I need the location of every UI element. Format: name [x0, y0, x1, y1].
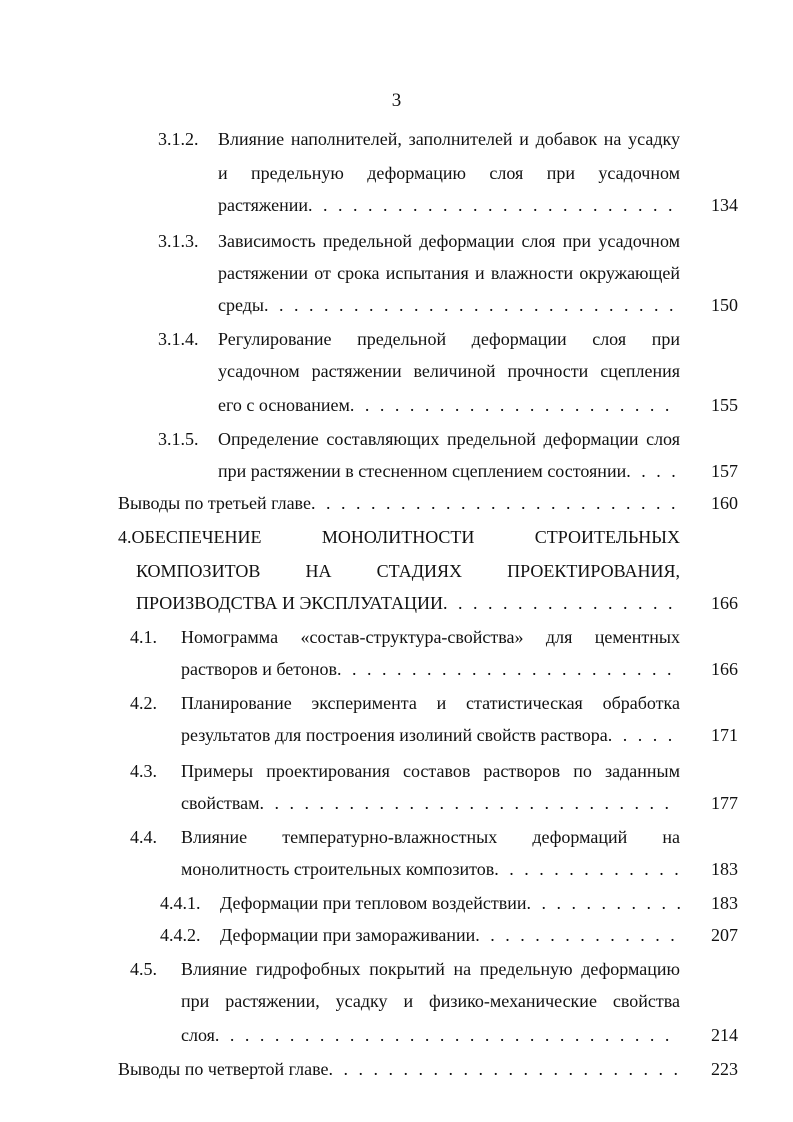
- toc-entry-number: 4.2.: [130, 693, 157, 713]
- dot-leader: [494, 856, 680, 882]
- toc-entry-text-line: Определение составляющих предельной деформации слоя: [218, 429, 680, 449]
- dot-leader: [350, 392, 680, 418]
- dot-leader: [311, 490, 680, 516]
- toc-entry-text-line: [181, 656, 680, 682]
- toc-entry-text-line: Регулирование предельной деформации слоя при: [218, 329, 680, 349]
- toc-entry-text-line: КОМПОЗИТОВ НА СТАДИЯХ ПРОЕКТИРОВАНИЯ,: [136, 561, 680, 581]
- toc-entry-number: 3.1.4.: [158, 329, 199, 349]
- toc-page-number: 214: [711, 1025, 738, 1045]
- toc-page-number: 157: [711, 461, 738, 481]
- toc-entry-text-line: [220, 890, 682, 916]
- toc-entry-text-line: Влияние температурно-влажностных деформаций на: [181, 827, 680, 847]
- toc-entry-text-line: и предельную деформацию слоя при усадочном: [218, 163, 680, 183]
- toc-entry-number: 3.1.5.: [158, 429, 199, 449]
- toc-entry-text: Деформации при замораживании: [220, 925, 476, 945]
- toc-entry-number: 4.3.: [130, 761, 157, 781]
- toc-page-number: 150: [711, 295, 738, 315]
- toc-entry-text: Выводы по третьей главе: [118, 493, 311, 513]
- toc-entry-text-line: Влияние наполнителей, заполнителей и добавок на усадку: [218, 129, 680, 149]
- toc-page-number: 166: [711, 659, 738, 679]
- toc-entry-text-line: [181, 1022, 680, 1048]
- toc-entry-text-line: Планирование эксперимента и статистическая обработка: [181, 693, 680, 713]
- toc-page-number: 160: [711, 493, 738, 513]
- dot-leader: [526, 890, 682, 916]
- toc-entry-text-line: [181, 722, 680, 748]
- toc-page-number: 177: [711, 793, 738, 813]
- toc-entry-text-line: 4.ОБЕСПЕЧЕНИЕ МОНОЛИТНОСТИ СТРОИТЕЛЬНЫХ: [118, 527, 680, 547]
- toc-entry-text-line: [220, 922, 682, 948]
- dot-leader: [443, 590, 680, 616]
- toc-entry-text-line: [218, 392, 680, 418]
- dot-leader: [337, 656, 680, 682]
- toc-page-number: 183: [711, 859, 738, 879]
- toc-entry-text-line: растяжении от срока испытания и влажности окружающей: [218, 263, 680, 283]
- toc-entry-text: Деформации при тепловом воздействии: [220, 893, 527, 913]
- toc-page-number: 171: [711, 725, 738, 745]
- dot-leader: [260, 790, 681, 816]
- toc-entry-text-line: [181, 856, 680, 882]
- toc-entry-text-line: [118, 1056, 680, 1082]
- toc-entry-text-line: [181, 790, 680, 816]
- toc-entry-text-line: при растяжении, усадку и физико-механические свойства: [181, 991, 680, 1011]
- toc-entry-text-line: [136, 590, 680, 616]
- toc-page-number: 134: [711, 195, 738, 215]
- toc-page-number: 183: [711, 893, 738, 913]
- toc-entry-text: монолитность строительных композитов: [181, 859, 495, 879]
- toc-page-number: 207: [711, 925, 738, 945]
- toc-entry-text-line: [218, 292, 680, 318]
- page-number: 3: [391, 90, 402, 111]
- toc-entry-text-line: [218, 458, 680, 484]
- toc-entry-text-line: Примеры проектирования составов растворов по заданным: [181, 761, 680, 781]
- toc-entry-text-line: [118, 490, 680, 516]
- toc-entry-number: 4.4.1.: [160, 893, 201, 913]
- dot-leader: [264, 292, 680, 318]
- toc-entry-text-line: усадочном растяжении величиной прочности сцепления: [218, 361, 680, 381]
- toc-entry-number: 3.1.3.: [158, 231, 199, 251]
- toc-entry-number: 4.4.: [130, 827, 157, 847]
- toc-page-number: 166: [711, 593, 738, 613]
- toc-entry-number: 4.5.: [130, 959, 157, 979]
- dot-leader: [608, 722, 680, 748]
- toc-entry-text: растворов и бетонов: [181, 659, 338, 679]
- toc-page-number: 223: [711, 1059, 738, 1079]
- toc-page-number: 155: [711, 395, 738, 415]
- dot-leader: [308, 192, 680, 218]
- toc-entry-number: 4.4.2.: [160, 925, 201, 945]
- toc-entry-text-line: Зависимость предельной деформации слоя при усадочном: [218, 231, 680, 251]
- toc-entry-text: среды: [218, 295, 264, 315]
- toc-entry-text: растяжении: [218, 195, 308, 215]
- toc-entry-text: его с основанием: [218, 395, 350, 415]
- toc-entry-text: результатов для построения изолиний свойств раствора: [181, 725, 608, 745]
- toc-entry-text: ПРОИЗВОДСТВА И ЭКСПЛУАТАЦИИ: [136, 593, 443, 613]
- toc-entry-number: 4.1.: [130, 627, 157, 647]
- dot-leader: [626, 458, 680, 484]
- toc-entry-text-line: Влияние гидрофобных покрытий на предельную деформацию: [181, 959, 680, 979]
- toc-entry-text-line: Номограмма «состав-структура-свойства» для цементных: [181, 627, 680, 647]
- toc-entry-text: при растяжении в стесненном сцеплением состоянии: [218, 461, 627, 481]
- toc-entry-text-line: [218, 192, 680, 218]
- toc-entry-number: 3.1.2.: [158, 129, 199, 149]
- dot-leader: [215, 1022, 680, 1048]
- toc-entry-text: Выводы по четвертой главе: [118, 1059, 329, 1079]
- toc-entry-text: свойствам: [181, 793, 260, 813]
- dot-leader: [328, 1056, 680, 1082]
- toc-entry-text: слоя: [181, 1025, 215, 1045]
- dot-leader: [475, 922, 682, 948]
